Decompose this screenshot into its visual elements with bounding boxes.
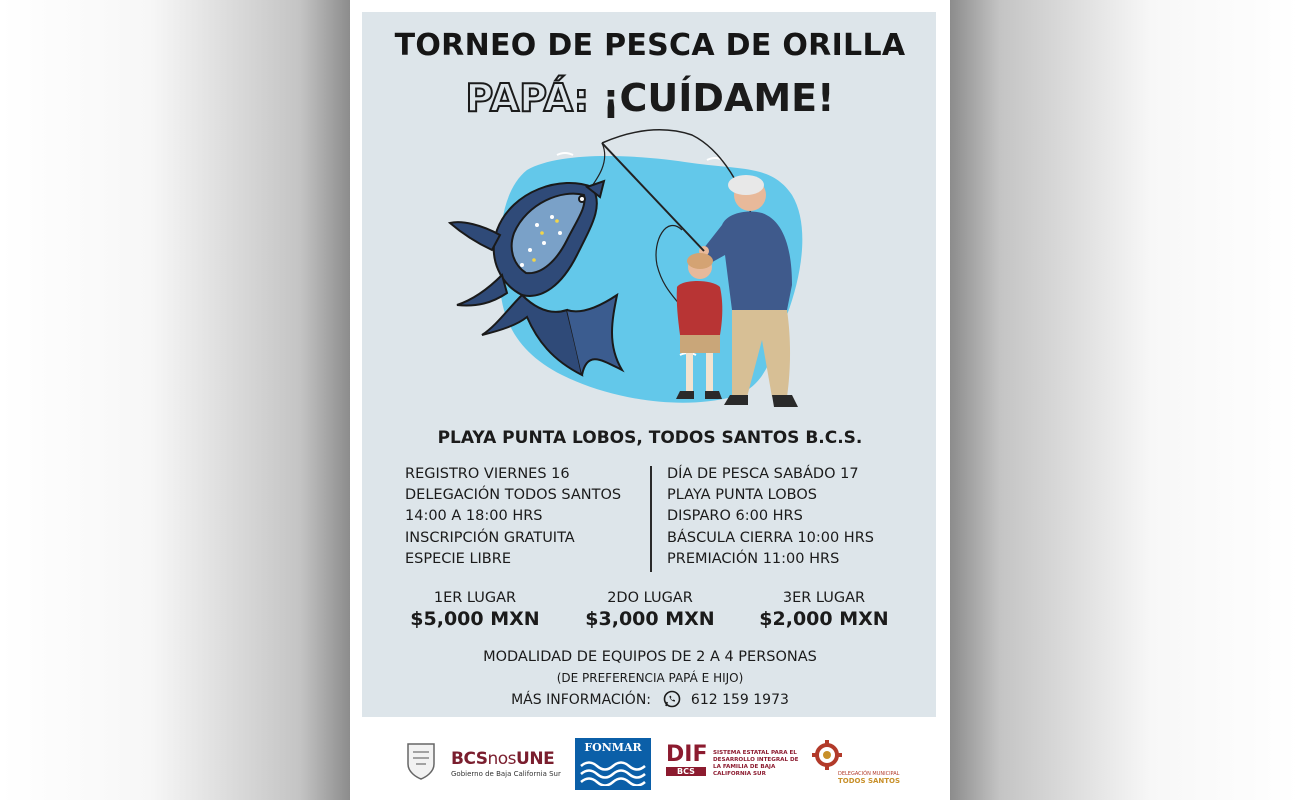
ts-logo-subtitle: DELEGACIÓN MUNICIPAL — [838, 771, 900, 777]
waves-icon — [579, 756, 647, 786]
prize-place: 2DO LUGAR — [607, 590, 693, 606]
subtitle-solid: ¡CUÍDAME! — [602, 76, 835, 120]
gear-icon — [812, 738, 842, 772]
bcs-logo-subtitle: Gobierno de Baja California Sur — [451, 770, 561, 778]
event-location: PLAYA PUNTA LOBOS, TODOS SANTOS B.C.S. — [437, 428, 863, 448]
contact-info — [350, 690, 950, 712]
dif-logo: DIF BCS — [666, 742, 708, 776]
prize-place: 1ER LUGAR — [433, 590, 517, 606]
sponsor-logos — [350, 730, 950, 800]
detail-line: PLAYA PUNTA LOBOS — [667, 487, 817, 504]
detail-line: PREMIACIÓN 11:00 HRS — [667, 550, 840, 567]
team-modality: MODALIDAD DE EQUIPOS DE 2 A 4 PERSONAS — [483, 649, 817, 665]
detail-line: ESPECIE LIBRE — [405, 550, 511, 567]
team-preference: (DE PREFERENCIA PAPÁ E HIJO) — [556, 671, 744, 685]
detail-line: REGISTRO VIERNES 16 — [405, 466, 570, 482]
dif-description: SISTEMA ESTATAL PARA EL DESARROLLO INTEGRAL DE LA FAMILIA DE BAJA CALIFORNIA SUR — [713, 750, 799, 777]
prize-second — [565, 590, 735, 630]
prize-third — [739, 590, 909, 630]
detail-line: INSCRIPCIÓN GRATUITA — [405, 529, 575, 546]
prize-first — [390, 590, 560, 630]
detail-line: 14:00 A 18:00 HRS — [405, 508, 543, 525]
prize-place: 3ER LUGAR — [782, 590, 866, 606]
poster-title: TORNEO DE PESCA DE ORILLA — [394, 28, 906, 63]
column-divider — [650, 466, 652, 572]
ts-logo-name: TODOS SANTOS — [838, 777, 901, 785]
poster-subtitle — [350, 76, 950, 120]
registration-details — [405, 464, 621, 570]
detail-line: DELEGACIÓN TODOS SANTOS — [405, 487, 622, 504]
fishing-day-details — [667, 464, 874, 570]
whatsapp-icon — [663, 690, 681, 712]
info-label: MÁS INFORMACIÓN: — [511, 692, 652, 708]
fonmar-logo: FONMAR — [575, 738, 651, 790]
contact-phone[interactable]: 612 159 1973 — [690, 692, 789, 708]
detail-line: DISPARO 6:00 HRS — [667, 508, 803, 525]
bcs-logo: BCSnosUNE Gobierno de Baja California Sur — [451, 749, 561, 778]
prize-amount: $3,000 MXN — [585, 608, 715, 630]
detail-line: DÍA DE PESCA SABÁDO 17 — [667, 466, 859, 482]
prize-amount: $5,000 MXN — [410, 608, 540, 630]
poster — [350, 0, 950, 800]
bcs-shield-icon — [406, 742, 436, 780]
detail-line: BÁSCULA CIERRA 10:00 HRS — [667, 529, 874, 546]
prize-amount: $2,000 MXN — [759, 608, 889, 630]
subtitle-outline: PAPÁ: — [465, 76, 589, 120]
fishing-illustration — [442, 125, 862, 415]
